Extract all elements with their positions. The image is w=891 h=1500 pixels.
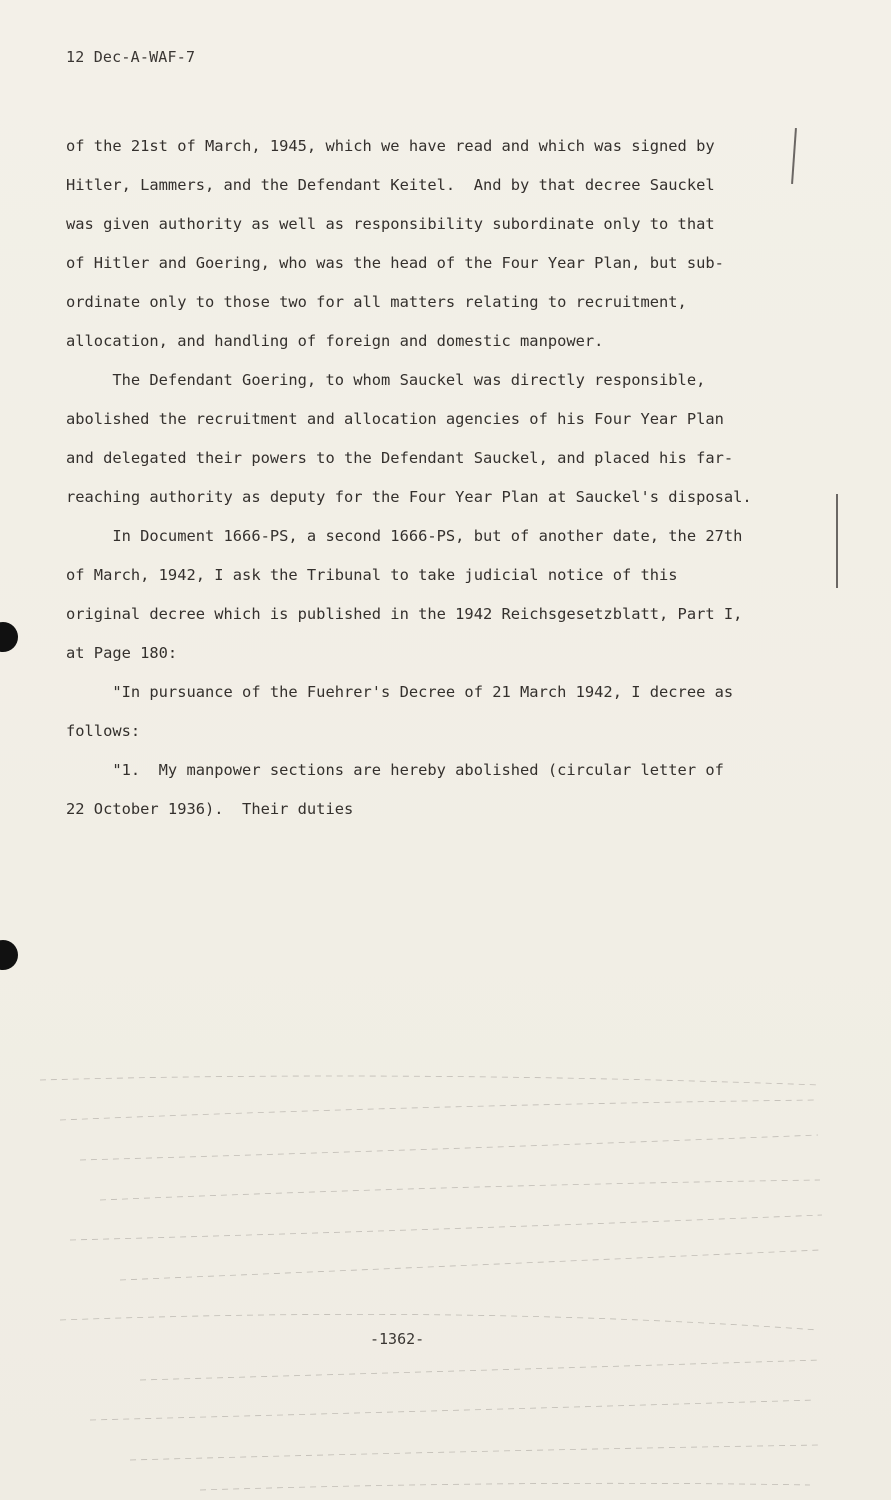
- body-line: and delegated their powers to the Defendant Sauckel, and placed his far-: [66, 449, 734, 467]
- page-number: -1362-: [370, 1330, 425, 1348]
- body-line: 22 October 1936). Their duties: [66, 800, 354, 818]
- body-line: allocation, and handling of foreign and domestic manpower.: [66, 332, 604, 350]
- body-line: at Page 180:: [66, 644, 178, 662]
- document-header: 12 Dec-A-WAF-7: [66, 48, 196, 66]
- body-line: follows:: [66, 722, 141, 740]
- body-line: abolished the recruitment and allocation agencies of his Four Year Plan: [66, 410, 724, 428]
- body-line: of Hitler and Goering, who was the head of the Four Year Plan, but sub-: [66, 254, 724, 272]
- body-line: ordinate only to those two for all matters relating to recruitment,: [66, 293, 687, 311]
- body-line: reaching authority as deputy for the Four Year Plan at Sauckel's disposal.: [66, 488, 752, 506]
- body-line: The Defendant Goering, to whom Sauckel was directly responsible,: [66, 371, 706, 389]
- body-line: was given authority as well as responsibility subordinate only to that: [66, 215, 715, 233]
- body-line: of the 21st of March, 1945, which we have read and which was signed by: [66, 137, 715, 155]
- document-body: [66, 127, 786, 829]
- body-line: In Document 1666-PS, a second 1666-PS, but of another date, the 27th: [66, 527, 743, 545]
- body-line: original decree which is published in the 1942 Reichsgesetzblatt, Part I,: [66, 605, 743, 623]
- body-line: "In pursuance of the Fuehrer's Decree of 21 March 1942, I decree as: [66, 683, 734, 701]
- body-line: Hitler, Lammers, and the Defendant Keitel. And by that decree Sauckel: [66, 176, 715, 194]
- body-line: of March, 1942, I ask the Tribunal to take judicial notice of this: [66, 566, 678, 584]
- body-line: "1. My manpower sections are hereby abolished (circular letter of: [66, 761, 724, 779]
